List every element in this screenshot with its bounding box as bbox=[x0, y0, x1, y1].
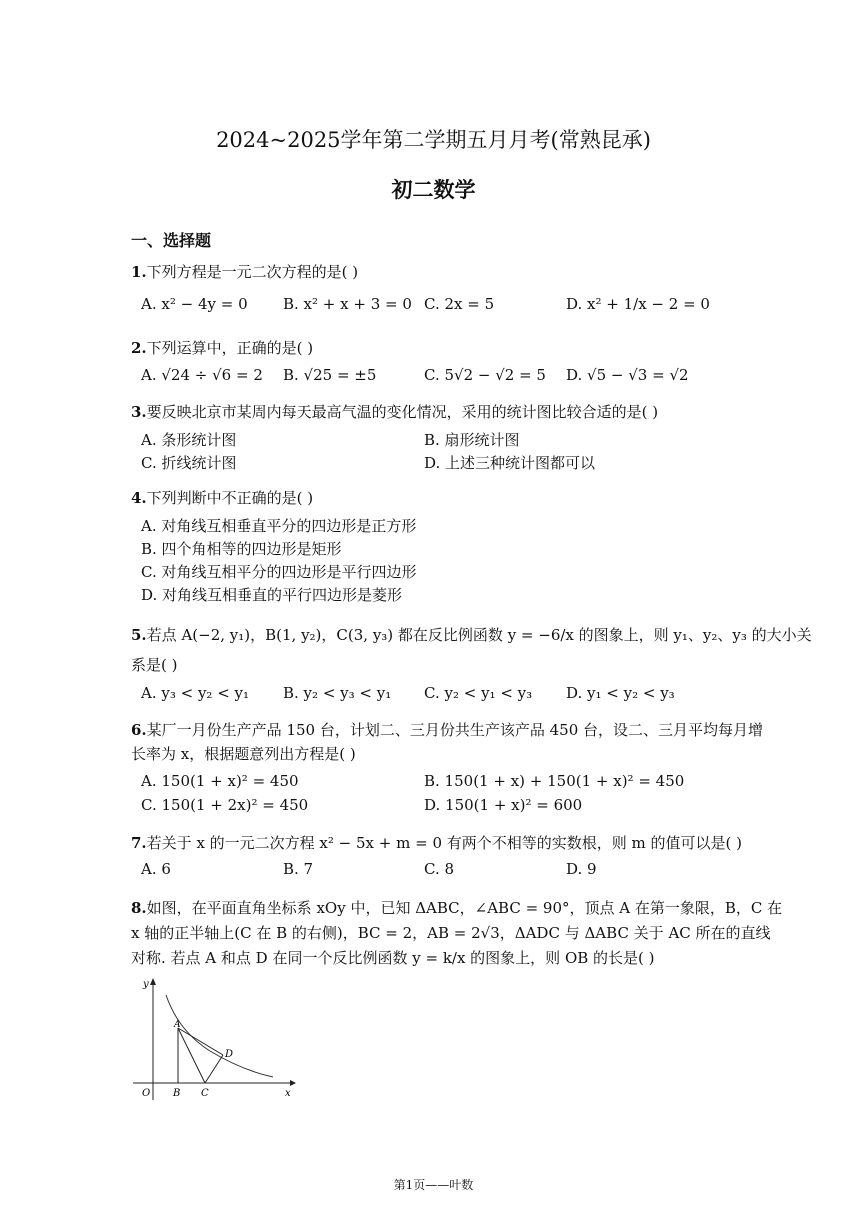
question-number: 2. bbox=[131, 339, 147, 357]
option-b: B. 四个角相等的四边形是矩形 bbox=[141, 540, 342, 558]
question-8 bbox=[131, 897, 782, 918]
option-a: A. √24 ÷ √6 = 2 bbox=[141, 366, 263, 384]
option-c: C. 折线统计图 bbox=[141, 454, 237, 472]
option-c: C. 对角线互相平分的四边形是平行四边形 bbox=[141, 563, 417, 581]
option-c: C. 5√2 − √2 = 5 bbox=[424, 366, 546, 384]
question-number: 3. bbox=[131, 403, 147, 421]
question-number: 8. bbox=[131, 899, 147, 917]
question-6 bbox=[131, 719, 763, 740]
exam-title: 2024~2025学年第二学期五月月考(常熟昆承) bbox=[216, 128, 651, 152]
question-text: 下列判断中不正确的是( ) bbox=[146, 489, 314, 507]
option-a: A. x² − 4y = 0 bbox=[141, 295, 248, 313]
question-2 bbox=[131, 337, 313, 358]
option-b: B. 150(1 + x) + 150(1 + x)² = 450 bbox=[424, 772, 685, 790]
option-a: A. 条形统计图 bbox=[141, 431, 237, 449]
question-5-continued: 系是( ) bbox=[131, 656, 178, 674]
question-text: 下列方程是一元二次方程的是( ) bbox=[146, 263, 359, 281]
question-number: 1. bbox=[131, 263, 147, 281]
option-d: D. √5 − √3 = √2 bbox=[566, 366, 689, 384]
label-b: B bbox=[173, 1088, 181, 1099]
option-c: C. 150(1 + 2x)² = 450 bbox=[141, 796, 309, 814]
option-b: B. 7 bbox=[283, 860, 314, 878]
question-text: 若关于 x 的一元二次方程 x² − 5x + m = 0 有两个不相等的实数根，则 m 的值可以是( ) bbox=[146, 834, 742, 852]
section-heading-choice: 一、选择题 bbox=[131, 231, 212, 250]
option-d: D. 9 bbox=[566, 860, 597, 878]
option-b: B. 扇形统计图 bbox=[424, 431, 520, 449]
option-d: D. y₁ < y₂ < y₃ bbox=[566, 684, 675, 702]
question-1 bbox=[131, 261, 358, 282]
option-c: C. 8 bbox=[424, 860, 455, 878]
label-o: O bbox=[142, 1088, 151, 1099]
question-text: 如图，在平面直角坐标系 xOy 中，已知 ΔABC，∠ABC = 90°，顶点 A 在第一象限，B，C 在 bbox=[146, 899, 783, 917]
question-number: 7. bbox=[131, 834, 147, 852]
question-number: 4. bbox=[131, 489, 147, 507]
option-b: B. √25 = ±5 bbox=[283, 366, 377, 384]
question-text: 要反映北京市某周内每天最高气温的变化情况，采用的统计图比较合适的是( ) bbox=[146, 403, 659, 421]
option-d: D. x² + 1/x − 2 = 0 bbox=[566, 295, 710, 313]
y-axis-arrow bbox=[150, 978, 156, 985]
label-a: A bbox=[174, 1020, 181, 1030]
label-y: y bbox=[143, 979, 149, 990]
option-a: A. y₃ < y₂ < y₁ bbox=[141, 684, 250, 702]
coordinate-figure bbox=[125, 975, 300, 1105]
x-axis-arrow bbox=[290, 1080, 296, 1086]
question-text: 若点 A(−2, y₁)，B(1, y₂)，C(3, y₃) 都在反比例函数 y = −6/x 的图象上，则 y₁、y₂、y₃ 的大小关 bbox=[146, 626, 812, 644]
option-a: A. 对角线互相垂直平分的四边形是正方形 bbox=[141, 517, 417, 535]
option-a: A. 6 bbox=[141, 860, 171, 878]
label-d: D bbox=[225, 1049, 234, 1060]
question-8-line-2: x 轴的正半轴上(C 在 B 的右侧)，BC = 2，AB = 2√3，ΔADC 与 ΔABC 关于 AC 所在的直线 bbox=[131, 924, 771, 942]
question-3 bbox=[131, 401, 658, 422]
question-7 bbox=[131, 832, 742, 853]
option-c: C. 2x = 5 bbox=[424, 295, 495, 313]
question-5 bbox=[131, 624, 812, 645]
question-number: 5. bbox=[131, 626, 147, 644]
question-6-continued: 长率为 x，根据题意列出方程是( ) bbox=[131, 745, 356, 763]
option-c: C. y₂ < y₁ < y₃ bbox=[424, 684, 533, 702]
question-number: 6. bbox=[131, 721, 147, 739]
question-4 bbox=[131, 487, 313, 508]
question-8-line-3: 对称. 若点 A 和点 D 在同一个反比例函数 y = k/x 的图象上，则 OB 的长是( ) bbox=[131, 949, 655, 967]
exam-subtitle: 初二数学 bbox=[391, 177, 476, 202]
option-d: D. 上述三种统计图都可以 bbox=[424, 454, 596, 472]
label-x: x bbox=[285, 1088, 291, 1099]
option-b: B. x² + x + 3 = 0 bbox=[283, 295, 412, 313]
page-footer: 第1页——叶数 bbox=[393, 1178, 474, 1192]
option-d: D. 对角线互相垂直的平行四边形是菱形 bbox=[141, 586, 403, 604]
option-a: A. 150(1 + x)² = 450 bbox=[141, 772, 299, 790]
option-b: B. y₂ < y₃ < y₁ bbox=[283, 684, 392, 702]
label-c: C bbox=[201, 1088, 209, 1099]
question-text: 下列运算中，正确的是( ) bbox=[146, 339, 314, 357]
question-text: 某厂一月份生产产品 150 台，计划二、三月份共生产该产品 450 台，设二、三月平均每月增 bbox=[146, 721, 764, 739]
option-d: D. 150(1 + x)² = 600 bbox=[424, 796, 583, 814]
segment-dc bbox=[205, 1055, 223, 1083]
